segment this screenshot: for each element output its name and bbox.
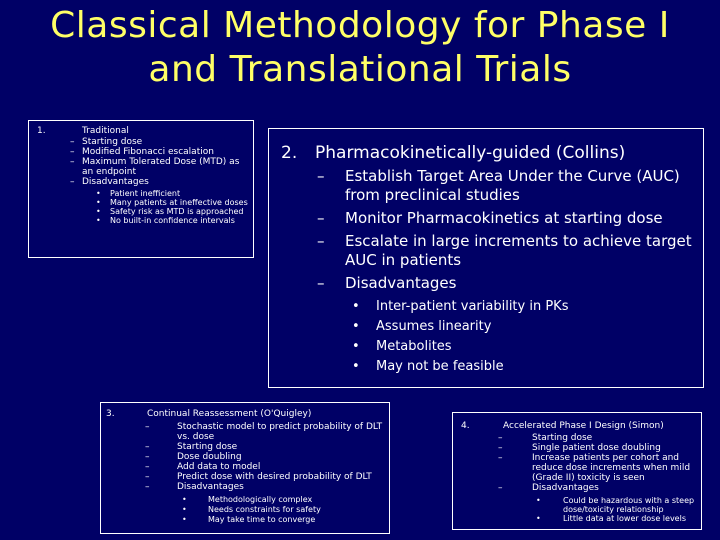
disadvantage-item: • Little data at lower dose levels: [563, 514, 698, 523]
list-item: – Starting dose: [177, 442, 385, 452]
disadvantage-item: • Assumes linearity: [376, 319, 695, 335]
title-line-1: Classical Methodology for Phase I: [50, 5, 670, 46]
section-heading: Accelerated Phase I Design (Simon): [503, 421, 664, 431]
list-item-disadvantages: [532, 483, 698, 523]
disadvantage-item: • Many patients at ineffective doses: [110, 198, 250, 207]
disadvantages-list: [208, 495, 385, 525]
disadvantages-label: Disadvantages: [82, 177, 149, 187]
disadvantage-item: • Inter-patient variability in PKs: [376, 299, 695, 315]
list-item: – Single patient dose doubling: [532, 443, 698, 453]
list-item: – Stochastic model to predict probability of DLT vs. dose: [177, 422, 385, 442]
list-item: – Add data to model: [177, 462, 385, 472]
disadvantage-item: • Metabolites: [376, 339, 695, 355]
list-item: – Starting dose: [82, 137, 250, 147]
disadvantage-item: • Methodologically complex: [208, 495, 385, 505]
list-item: – Predict dose with desired probability of DLT: [177, 472, 385, 482]
list-item: – Maximum Tolerated Dose (MTD) as an endpoint: [82, 157, 250, 177]
disadvantages-list: [563, 496, 698, 523]
list-item-disadvantages: [177, 482, 385, 525]
method-items: [82, 137, 250, 225]
disadvantage-item: • May not be feasible: [376, 359, 695, 375]
disadvantage-item: • May take time to converge: [208, 515, 385, 525]
section-number: 3.: [106, 409, 115, 419]
disadvantage-item: • No built-in confidence intervals: [110, 216, 250, 225]
list-item: – Monitor Pharmacokinetics at starting dose: [345, 209, 695, 228]
method-items: [345, 167, 695, 379]
disadvantages-list: [376, 299, 695, 375]
pk-guided-method-box: [268, 128, 704, 388]
list-item: – Starting dose: [532, 433, 698, 443]
slide-title: [0, 4, 720, 92]
list-item-disadvantages: [82, 177, 250, 225]
list-item-disadvantages: [345, 274, 695, 375]
section-number: 2.: [281, 143, 298, 163]
section-heading: Pharmacokinetically-guided (Collins): [315, 143, 626, 163]
disadvantage-item: • Needs constraints for safety: [208, 505, 385, 515]
method-items: [532, 433, 698, 523]
section-heading: Traditional: [82, 126, 129, 136]
disadvantage-item: • Safety risk as MTD is approached: [110, 207, 250, 216]
disadvantages-label: Disadvantages: [177, 482, 244, 492]
section-number: 4.: [461, 421, 470, 431]
disadvantages-list: [110, 189, 250, 225]
continual-reassessment-box: [100, 402, 390, 534]
accelerated-design-box: [452, 412, 702, 530]
list-item: – Modified Fibonacci escalation: [82, 147, 250, 157]
section-heading: Continual Reassessment (O'Quigley): [147, 409, 312, 419]
list-item: – Dose doubling: [177, 452, 385, 462]
title-line-2: and Translational Trials: [148, 49, 572, 90]
section-number: 1.: [37, 126, 46, 136]
list-item: – Establish Target Area Under the Curve (AUC) from preclinical studies: [345, 167, 695, 205]
disadvantage-item: • Patient inefficient: [110, 189, 250, 198]
method-items: [177, 422, 385, 525]
list-item: – Escalate in large increments to achieve target AUC in patients: [345, 232, 695, 270]
disadvantage-item: • Could be hazardous with a steep dose/toxicity relationship: [563, 496, 698, 514]
disadvantages-label: Disadvantages: [532, 483, 599, 493]
disadvantages-label: Disadvantages: [345, 274, 457, 292]
traditional-method-box: [28, 120, 254, 258]
list-item: – Increase patients per cohort and reduce dose increments when mild (Grade II) toxicity is seen: [532, 453, 698, 483]
